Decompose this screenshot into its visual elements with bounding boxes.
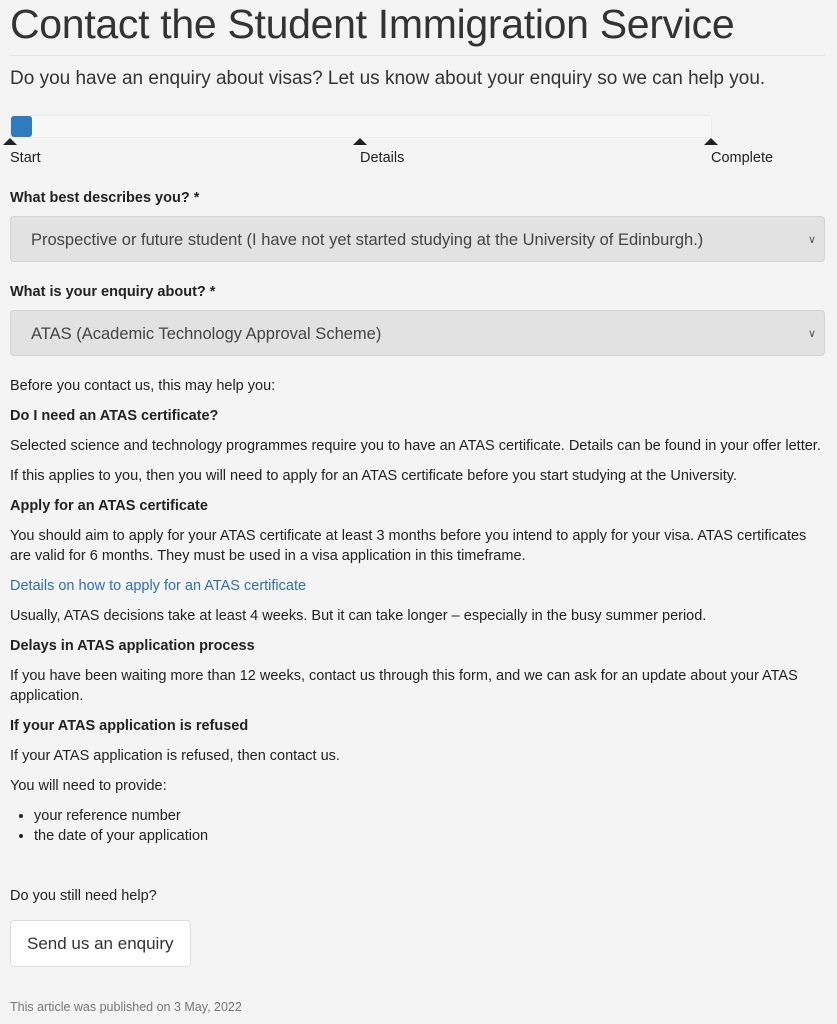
help-question: Do you still need help? bbox=[10, 888, 157, 904]
step-complete: Complete bbox=[711, 150, 774, 166]
heading-refused: If your ATAS application is refused bbox=[10, 718, 249, 734]
step-marker-icon bbox=[3, 138, 17, 145]
lead-text: Before you contact us, this may help you: bbox=[10, 378, 276, 394]
enquiry-about-label: What is your enquiry about? * bbox=[10, 284, 216, 300]
heading-need-atas: Do I need an ATAS certificate? bbox=[10, 408, 219, 424]
step-start: Start bbox=[10, 150, 41, 166]
enquiry-about-select[interactable] bbox=[10, 310, 825, 356]
step-details: Details bbox=[360, 150, 405, 166]
requirements-list bbox=[10, 806, 825, 846]
select-value: ATAS (Academic Technology Approval Scheme) bbox=[31, 325, 382, 343]
step-marker-icon bbox=[353, 138, 367, 145]
paragraph: If your ATAS application is refused, then contact us. bbox=[10, 748, 340, 764]
send-enquiry-button[interactable]: Send us an enquiry bbox=[10, 920, 191, 967]
divider bbox=[10, 55, 825, 56]
paragraph: Selected science and technology programmes require you to have an ATAS certificate. Details can be found in your offer letter. bbox=[10, 438, 821, 454]
describes-you-select[interactable] bbox=[10, 216, 825, 262]
chevron-down-icon: ∨ bbox=[807, 234, 816, 246]
page-title: Contact the Student Immigration Service bbox=[10, 1, 735, 47]
paragraph: If this applies to you, then you will need to apply for an ATAS certificate before you start studying at the University. bbox=[10, 468, 737, 484]
paragraph: You should aim to apply for your ATAS certificate at least 3 months before you intend to apply for your visa. ATAS certificates are valid for 6 months. They must be used in a visa application in this timeframe. bbox=[10, 528, 807, 564]
heading-delays: Delays in ATAS application process bbox=[10, 638, 255, 654]
select-value: Prospective or future student (I have not yet started studying at the University of Edinburgh.) bbox=[31, 231, 704, 249]
paragraph: Usually, ATAS decisions take at least 4 weeks. But it can take longer – especially in the busy summer period. bbox=[10, 608, 707, 624]
chevron-down-icon: ∨ bbox=[807, 328, 816, 340]
intro-text: Do you have an enquiry about visas? Let us know about your enquiry so we can help you. bbox=[10, 68, 766, 89]
progress-bar bbox=[10, 115, 712, 138]
progress-fill bbox=[11, 116, 32, 137]
heading-apply-atas: Apply for an ATAS certificate bbox=[10, 498, 208, 514]
paragraph: You will need to provide: bbox=[10, 778, 167, 794]
list-item: • your reference number bbox=[34, 806, 825, 826]
paragraph: If you have been waiting more than 12 weeks, contact us through this form, and we can ask for an update about your ATAS application. bbox=[10, 668, 798, 704]
published-date: This article was published on 3 May, 2022 bbox=[10, 1000, 242, 1014]
describes-you-label: What best describes you? * bbox=[10, 190, 200, 206]
step-marker-icon bbox=[704, 138, 718, 145]
atas-details-link[interactable]: Details on how to apply for an ATAS certificate bbox=[10, 578, 307, 594]
list-item: • the date of your application bbox=[34, 826, 825, 846]
